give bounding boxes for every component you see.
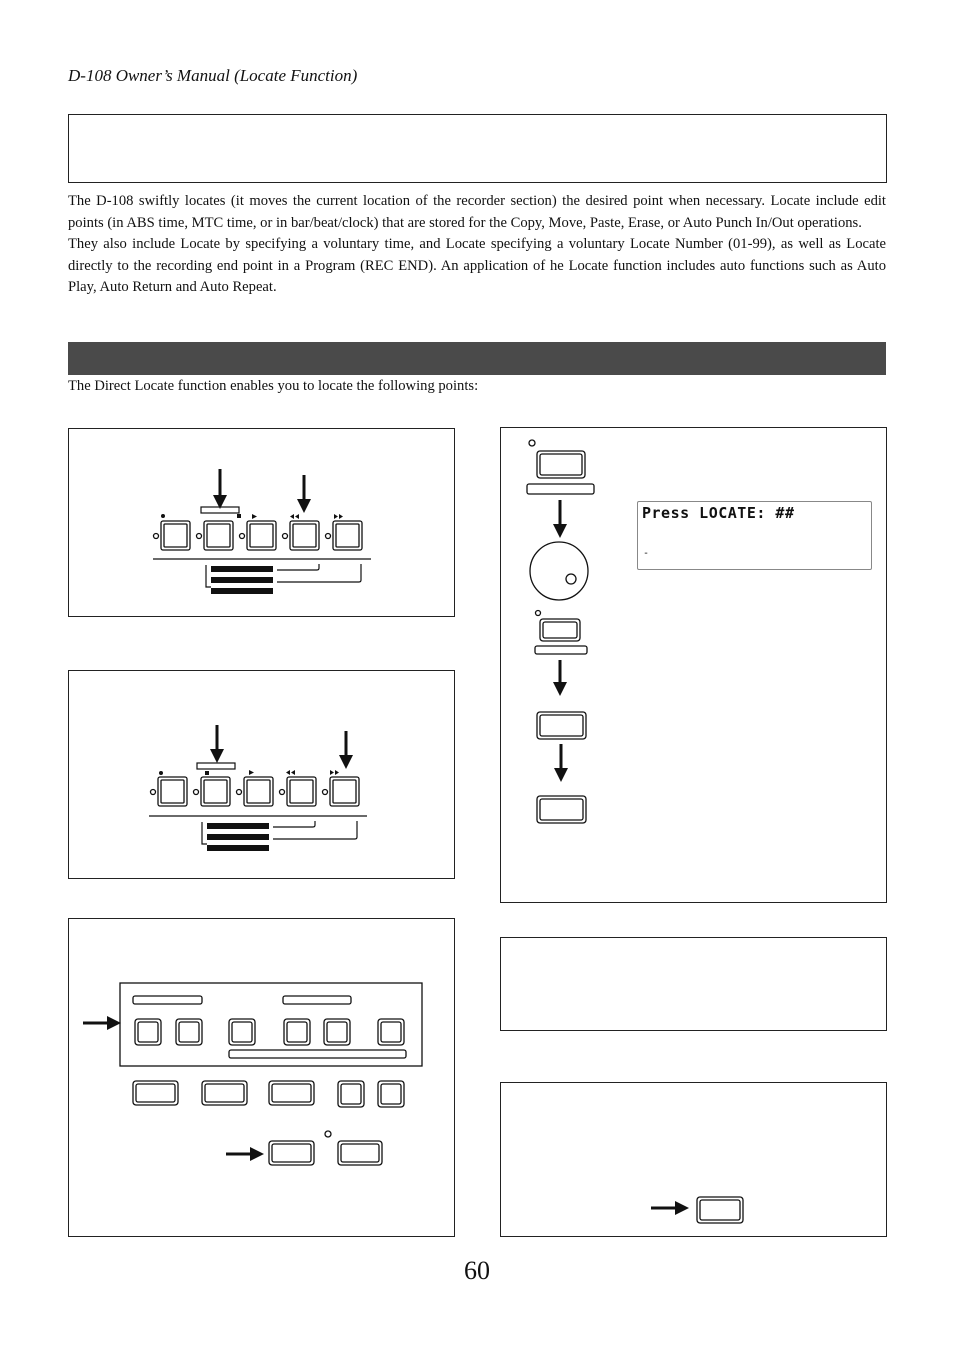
section-title-box: [68, 114, 887, 183]
key-diagram: [501, 1083, 888, 1238]
transport-diagram-ff: [69, 671, 456, 880]
lcd-display-cursor: -: [643, 548, 650, 559]
figure-locate-procedure: [500, 427, 887, 903]
figure-key-box: [500, 1082, 887, 1237]
lcd-display: [637, 501, 872, 570]
lcd-display-text: Press LOCATE: ##: [642, 504, 795, 522]
page-header: D-108 Owner’s Manual (Locate Function): [68, 66, 358, 85]
figure-transport-rew: [68, 428, 455, 617]
figure-edit-keys: [68, 918, 455, 1237]
edit-keys-diagram: [69, 919, 456, 1238]
intro-paragraph-2: They also include Locate by specifying a voluntary time, and Locate specifying a voluntary Locate Number (01-99), as well as Locate directly to the recording end point in a Program (REC END). An application of he Locate function includes auto functions such as Auto Play, Auto Return and Auto Repeat.: [68, 236, 886, 296]
locate-procedure-diagram: [501, 428, 888, 904]
note-box: [500, 937, 887, 1031]
figure-transport-ff: [68, 670, 455, 879]
intro-text: [68, 191, 886, 299]
direct-locate-lead: The Direct Locate function enables you to locate the following points:: [68, 378, 479, 394]
transport-diagram-rew: [69, 429, 456, 618]
subsection-heading-bar: [68, 342, 886, 375]
page-number: 60: [464, 1256, 490, 1285]
intro-paragraph-1: The D-108 swiftly locates (it moves the current location of the recorder section) the desired point when necessary. Locate include edit points (in ABS time, MTC time, or in bar/beat/clock) that are stored for the Copy, Move, Paste, Erase, or Auto Punch In/Out operations.: [68, 193, 886, 231]
